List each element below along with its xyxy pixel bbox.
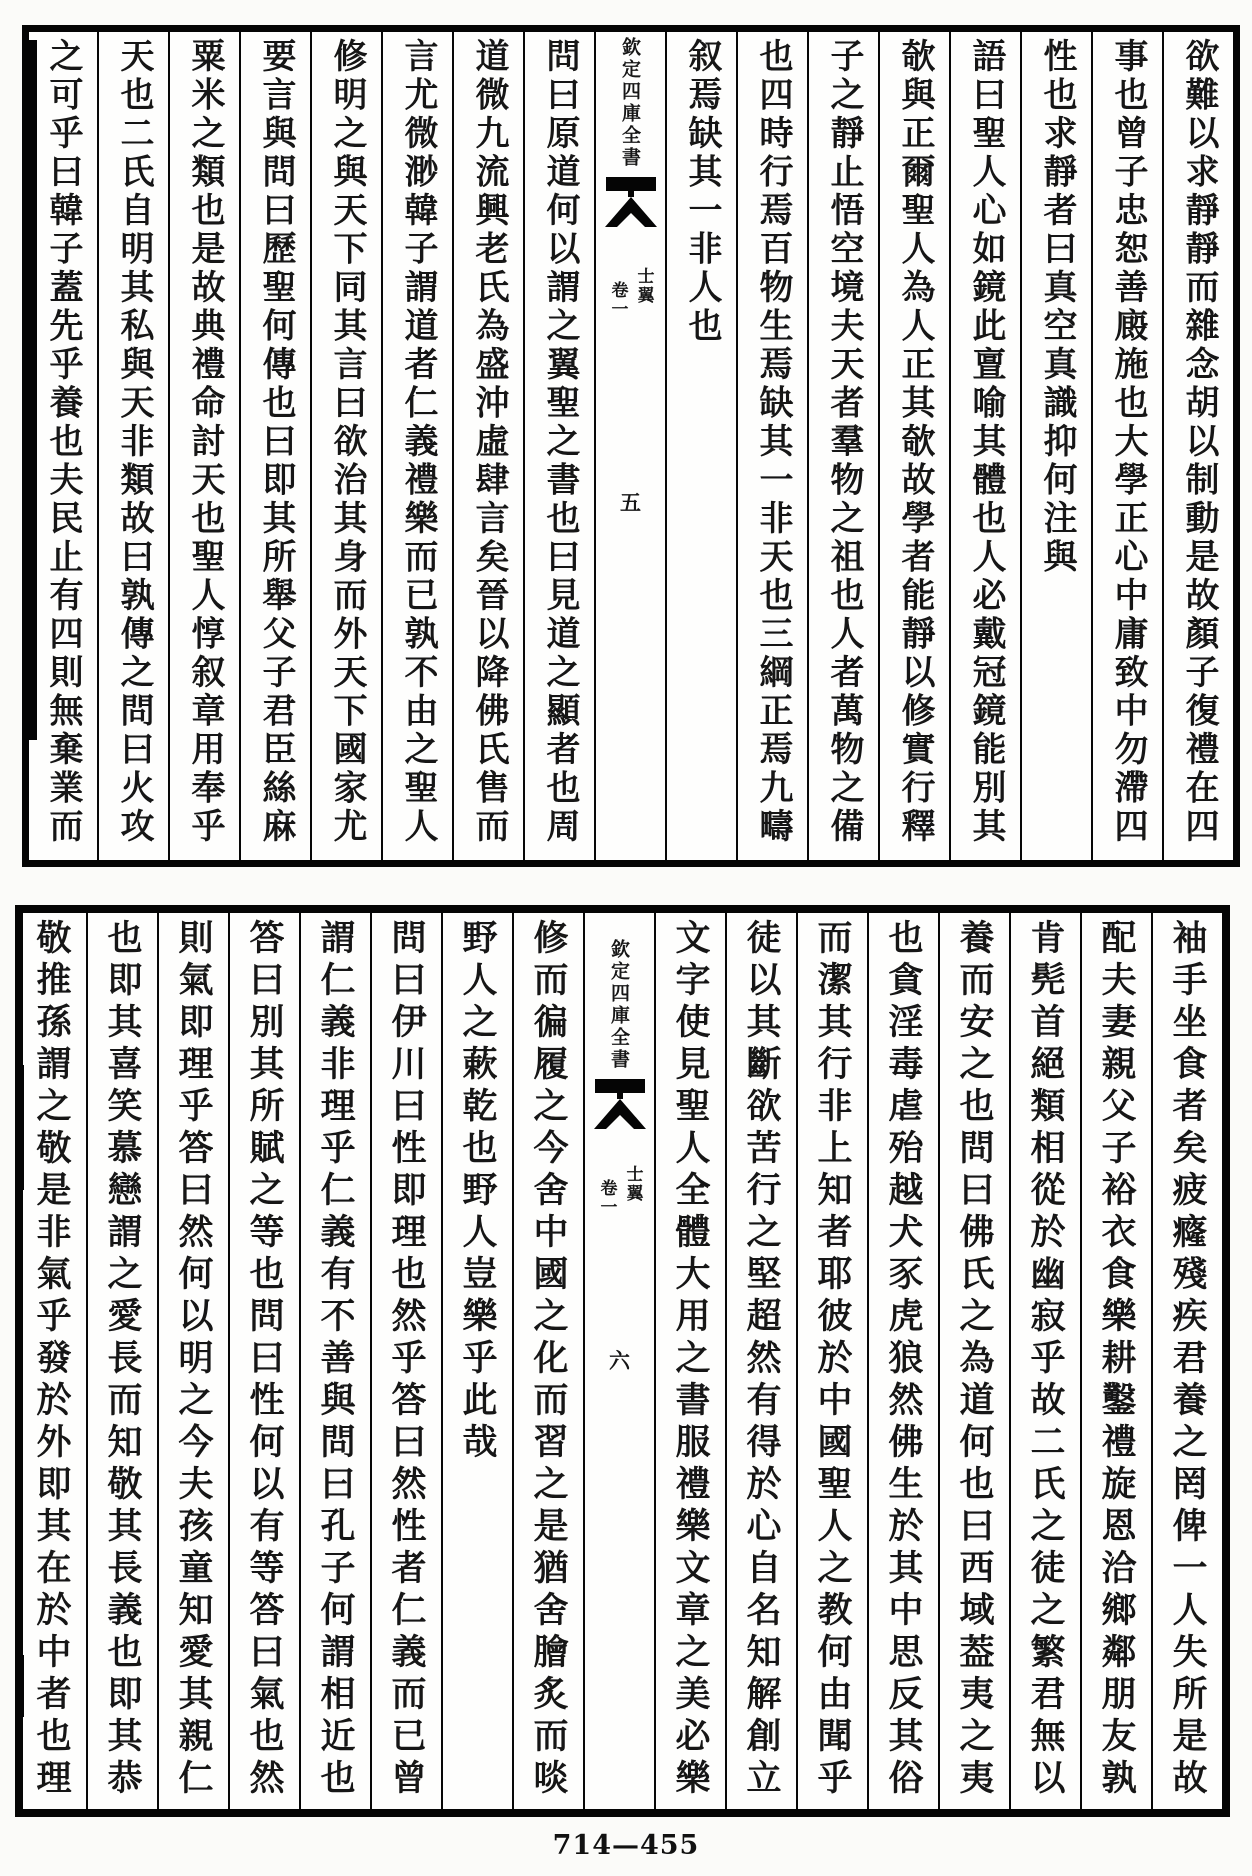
text-column: 欲難以求靜靜而雜念胡以制動是故顏子復禮在四	[1162, 32, 1233, 860]
text-column: 謂仁義非理乎仁義有不善與問曰孔子何謂相近也	[299, 913, 370, 1809]
text-columns-top	[29, 32, 1233, 860]
fishtail-icon	[603, 177, 659, 229]
fishtail-icon	[592, 1079, 648, 1131]
text-column: 也即其喜笑慕戀謂之愛長而知敬其長義也即其恭	[86, 913, 157, 1809]
text-column: 言尤微渺韓子謂道者仁義禮樂而已孰不由之聖人	[381, 32, 452, 860]
text-column: 事也曾子忠恕善廄施也大學正心中庸致中勿滯四	[1091, 32, 1162, 860]
page-block-top	[22, 25, 1240, 867]
text-column: 修而徧履之今舍中國之化而習之是猶舍膾炙而啖	[512, 913, 583, 1809]
banxin-book-and-juan	[605, 267, 657, 319]
text-column: 欹與正爾聖人為人正其欹故學者能靜以修實行釋	[878, 32, 949, 860]
banxin-series-title: 欽定四庫全書	[608, 939, 630, 1071]
text-column: 叙焉缺其一非人也	[665, 32, 736, 860]
banxin-book-title: 士翼	[622, 1165, 643, 1203]
text-column: 袖手坐食者矣疲癃殘疾君養之罔俾一人失所是故	[1151, 913, 1222, 1809]
text-column: 敬推孫謂之敬是非氣乎發於外即其在於中者也理	[23, 913, 86, 1809]
text-column: 問曰伊川曰性即理也然乎答曰然性者仁義而已曾	[370, 913, 441, 1809]
banxin-series-title: 欽定四庫全書	[619, 37, 641, 169]
text-column: 之可乎曰韓子蓋先乎養也夫民止有四則無棄業而	[29, 32, 97, 860]
text-column: 而潔其行非上知者耶彼於中國聖人之教何由聞乎	[796, 913, 867, 1809]
text-column: 粟米之類也是故典禮命討天也聖人惇叙章用奉乎	[168, 32, 239, 860]
text-column: 則氣即理乎答曰然何以明之今夫孩童知愛其親仁	[157, 913, 228, 1809]
plate-number-footer: 714—455	[552, 1830, 700, 1861]
banxin-column	[583, 913, 654, 1809]
text-column: 性也求靜者曰真空真識抑何注與	[1020, 32, 1091, 860]
banxin-juan-label: 卷一	[607, 281, 628, 319]
text-column: 天也二氏自明其私與天非類故曰孰傳之問曰火攻	[97, 32, 168, 860]
text-column: 養而安之也問曰佛氏之為道何也曰西域葢夷之夷	[938, 913, 1009, 1809]
text-column: 文字使見聖人全體大用之書服禮樂文章之美必樂	[654, 913, 725, 1809]
text-column: 子之靜止悟空境夫天者羣物之祖也人者萬物之備	[807, 32, 878, 860]
text-column: 也貪淫毒虐殆越犬豕虎狼然佛生於其中思反其俗	[867, 913, 938, 1809]
page-block-bottom	[15, 905, 1230, 1817]
text-column: 道微九流興老氏為盛沖虛肆言矣晉以降佛氏售而	[452, 32, 523, 860]
banxin-juan-label: 卷一	[596, 1179, 617, 1217]
text-column: 語曰聖人心如鏡此亶喻其體也人必戴冠鏡能別其	[949, 32, 1020, 860]
text-column: 配夫妻親父子裕衣食樂耕鑿禮旋恩洽鄉鄰朋友孰	[1080, 913, 1151, 1809]
text-columns-bottom	[23, 913, 1222, 1809]
text-column: 野人之蔌乾也野人豈樂乎此哉	[441, 913, 512, 1809]
text-column: 要言與問曰歷聖何傳也曰即其所舉父子君臣絲麻	[239, 32, 310, 860]
text-column: 肯髡首絕類相從於幽寂乎故二氏之徒之繁君無以	[1009, 913, 1080, 1809]
banxin-column	[594, 32, 665, 860]
text-column: 徒以其斷欲苦行之堅超然有得於心自名知解創立	[725, 913, 796, 1809]
folio-number: 六	[609, 1348, 630, 1373]
banxin-book-and-juan	[594, 1165, 646, 1217]
text-column: 也四時行焉百物生焉缺其一非天也三綱正焉九疇	[736, 32, 807, 860]
text-column: 問曰原道何以謂之翼聖之書也曰見道之顯者也周	[523, 32, 594, 860]
text-column: 修明之與天下同其言曰欲治其身而外天下國家尤	[310, 32, 381, 860]
text-column: 答曰別其所賦之等也問曰性何以有等答曰氣也然	[228, 913, 299, 1809]
banxin-book-title: 士翼	[633, 267, 654, 305]
folio-number: 五	[620, 490, 641, 515]
